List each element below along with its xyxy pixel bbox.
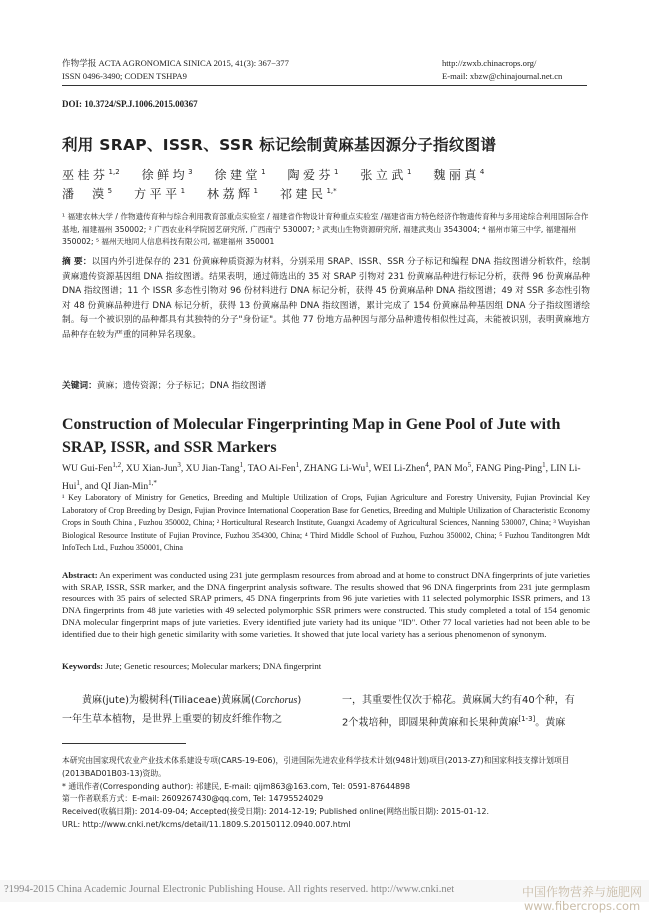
authors-cn-line1	[62, 166, 484, 183]
title-cn: 利用 SRAP、ISSR、SSR 标记绘制黄麻基因源分子指纹图谱	[62, 136, 497, 154]
author-en: XU Xian-Jun$^3$	[125, 461, 181, 475]
body-right-line-1: 一，其重要性仅次于棉花。黄麻属大约有40个种，有	[342, 695, 575, 706]
author-cn: 林荔辉$^1$	[207, 187, 258, 201]
abstract-cn-label: 摘 要：	[62, 257, 92, 267]
journal-email[interactable]: E-mail: xbzw@chinajournal.net.cn	[442, 71, 563, 81]
author-en: WU Gui-Fen$^{1,2}$	[62, 461, 122, 475]
keywords-cn-text: 黄麻；遗传资源；分子标记；DNA 指纹图谱	[96, 381, 267, 391]
doi[interactable]: DOI: 10.3724/SP.J.1006.2015.00367	[62, 99, 198, 109]
authors-cn-line2	[62, 185, 337, 202]
author-cn: 巫桂芬$^{1,2}$	[62, 168, 120, 182]
abstract-en-text: An experiment was conducted using 231 jute germplasm resources from abroad and at home to construct DNA fingerprints of jute varieties with SRAP, ISSR, SSR marker, and the DNA fingerprint analysis software. The results showed that 96 DNA fingerprints from 231 jute germplasm resources with 35 pairs of selected SRAP primers, 45 DNA fingerprints from 96 jute varieties with 11 selected polymorphic ISSR primers, and 13 DNA fingerprints from 48 jute varieties with 49 selected polymorphic SSR primers were constructed. This study completed a total of 154 genomic DNA molecular fingerprint maps of jute varieties. Every identified jute variety had its unique "ID". Other 77 local varieties had not been able to be identified due to their high genetic similarity with some varieties. It showed that jute local variety has a serious phenomenon of synonym.	[62, 570, 590, 639]
journal-line: 作物学报 ACTA AGRONOMICA SINICA 2015, 41(3): 367−377	[62, 58, 289, 68]
footnote-received: Received(收稿日期): 2014-09-04; Accepted(接受日期): 2014-12-19; Published online(网络出版日期): 2015-01-12.	[62, 807, 489, 817]
footnote-first-author: 第一作者联系方式：E-mail: 2609267430@qq.com, Tel: 14795524029	[62, 794, 324, 804]
title-en: Construction of Molecular Fingerprinting Map in Gene Pool of Jute with SRAP, ISSR, and SSR Markers	[62, 416, 561, 456]
abstract-en-label: Abstract:	[62, 570, 98, 580]
author-en: PAN Mo$^5$	[433, 461, 472, 475]
author-cn: 徐建堂$^1$	[214, 168, 266, 182]
watermark-url: www.fibercrops.com	[524, 899, 641, 913]
authors-en: WU Gui-Fen$^{1,2}$, XU Xian-Jun$^3$, XU Jian-Tang$^1$, TAO Ai-Fen$^1$, ZHANG Li-Wu$^1$, WEI Li-Zhen$^4$, PAN Mo$^5$, FANG Ping-Ping$^1$, LIN Li-Hui$^1$, and QI Jian-Min$^{1,*}$	[62, 461, 581, 493]
author-cn: 徐鲜均$^3$	[141, 168, 193, 182]
affiliations-en: ¹ Key Laboratory of Ministry for Genetics, Breeding and Multiple Utilization of Crops, Fujian Agriculture and Forestry University, Fujian Provincial Key Laboratory of Crop Breeding by Design, Fujian Province International Cooperation Base for Genetics, Breeding and Multiple Utilization of Characteristic Economy Crops in South China , Fuzhou 350002, China; ² Horticultural Research Institute, Guangxi Academy of Agricultural Sciences, Nanning 530007, China; ³ Wuyishan Biological Resource Institute of Fujian Province, Fuzhou 354300, China; ⁴ Third Middle School of Fuzhou, Fuzhou 350002, China; ⁵ Fuzhou Tanditongren Mdt InfoTech Ltd., Fuzhou 350001, China	[62, 493, 590, 553]
footnote-url[interactable]: URL: http://www.cnki.net/kcms/detail/11.1809.S.20150112.0940.007.html	[62, 819, 351, 829]
abstract-cn-text: 以国内外引进保存的 231 份黄麻种质资源为材料，分别采用 SRAP、ISSR、SSR 分子标记和编程 DNA 指纹图谱分析软件，绘制黄麻遗传资源基因组 DNA 指纹图谱。结果表明，通过筛选出的 35 对 SRAP 引物对 231 份黄麻品种进行标记分析，获得 96 份黄麻品种 DNA 指纹图谱；11 个 ISSR 多态性引物对 96 份材料进行 DNA 标记分析，获得 45 份黄麻品种 DNA 指纹图谱；49 对 SSR 多态性引物对 48 份黄麻品种进行 DNA 标记分析，获得 13 份黄麻品种 DNA 指纹图谱，累计完成了 154 份黄麻品种基因组 DNA 分子指纹图谱绘制。每一个被识别的品种都具有其独特的分子"身份证"。其他 77 份地方品种因与部分品种遗传相似性过高，未能被识别，表明黄麻地方品种存在较为严重的同种异名现象。	[62, 257, 591, 340]
watermark-cn: 中国作物营养与施肥网	[522, 885, 643, 899]
keywords-cn	[62, 379, 590, 394]
body-right-column	[342, 691, 592, 732]
author-en: QI Jian-Min$^{1,*}$	[100, 479, 157, 493]
author-cn: 方平平$^1$	[134, 187, 186, 201]
author-cn: 张立武$^1$	[360, 168, 412, 182]
body-left-line-1: 黄麻(jute)为椴树科(Tiliaceae)黄麻属(Corchorus)	[82, 695, 302, 706]
journal-url[interactable]: http://zwxb.chinacrops.org/	[442, 58, 537, 68]
issn-line: ISSN 0496-3490; CODEN TSHPA9	[62, 71, 187, 81]
copyright-text: ?1994-2015 China Academic Journal Electronic Publishing House. All rights reserved. http://www.cnki.net	[4, 884, 455, 895]
footnote-rule	[62, 743, 186, 744]
author-en: FANG Ping-Ping$^1$	[475, 461, 546, 475]
affiliations-cn: ¹ 福建农林大学 / 作物遗传育种与综合利用教育部重点实验室 / 福建省作物设计育种重点实验室 /福建省南方特色经济作物遗传育种与多用途综合利用国际合作基地, 福建福州 350002; ² 广西农业科学院园艺研究所, 广西南宁 530007; ³ 武夷山生物资源研究所, 福建武夷山 3543004; ⁴ 福州市第三中学, 福建福州 350002; ⁵ 福州天地同人信息科技有限公司, 福建福州 350001	[62, 212, 589, 246]
author-en: ZHANG Li-Wu$^1$	[304, 461, 369, 475]
keywords-en-label: Keywords:	[62, 661, 104, 671]
abstract-en	[62, 570, 590, 640]
footnotes	[62, 755, 590, 832]
header-rule	[62, 85, 587, 86]
author-en: TAO Ai-Fen$^1$	[247, 461, 300, 475]
body-left-column	[62, 691, 330, 729]
author-cn: 祁建民$^{1,*}$	[279, 187, 337, 201]
footnote-fund: 本研究由国家现代农业产业技术体系建设专项(CARS-19-E06)，引进国际先进农业科学技术计划(948计划)项目(2013-Z7)和国家科技支撑计划项目(2013BAD01B03-13)资助。	[62, 756, 570, 778]
footnote-corresponding: * 通讯作者(Corresponding author): 祁建民, E-mail: qijm863@163.com, Tel: 0591-87644898	[62, 781, 411, 791]
body-left-line-2: 一年生草本植物，是世界上重要的韧皮纤维作物之	[62, 714, 282, 725]
keywords-en-text: Jute; Genetic resources; Molecular markers; DNA fingerprint	[105, 661, 322, 671]
body-right-line-2: 2个栽培种，即圆果种黄麻和长果种黄麻[1-3]。黄麻	[342, 715, 566, 729]
author-cn: 潘 漠$^5$	[62, 187, 113, 201]
keywords-cn-label: 关键词：	[62, 381, 97, 391]
author-en: LIN Li-Hui$^1$	[62, 463, 581, 493]
author-cn: 陶爱芬$^1$	[287, 168, 339, 182]
author-en: XU Jian-Tang$^1$	[185, 461, 244, 475]
keywords-en	[62, 661, 590, 673]
author-en: WEI Li-Zhen$^4$	[373, 461, 429, 475]
author-cn: 魏丽真$^4$	[433, 168, 485, 182]
abstract-cn	[62, 255, 590, 343]
